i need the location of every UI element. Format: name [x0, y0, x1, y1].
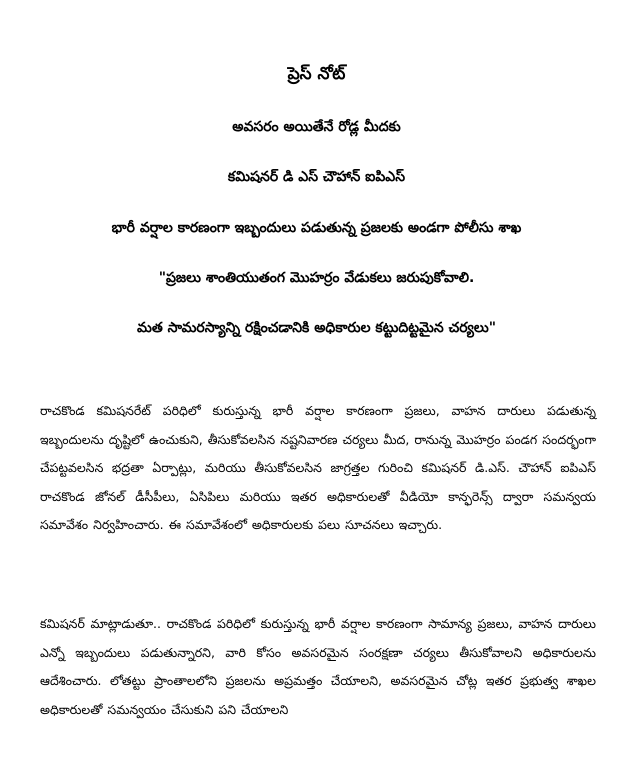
document-title: ప్రెస్ నోట్	[287, 64, 346, 84]
body-paragraph-1: రాచకొండ కమిషనరేట్ పరిధిలో కురుస్తున్న భారీ వర్షాల కారణంగా ప్రజలు, వాహన దారులు పడుతున్న ఇబ్బందులను దృష్టిలో ఉంచుకుని, తీసుకోవలసిన నష్టనివారణ చర్యలు మీద, రానున్న మొహర్రం పండగ సందర్భంగా చేపట్టవలసిన భద్రతా ఏర్పాట్లు, మరియు తీసుకోవలసిన జాగ్రత్తల గురించి కమిషనర్ డి.ఎస్. చౌహాన్ ఐపిఎస్ రాచకొండ జోనల్ డీసీపీలు, ఏసిపిలు మరియు ఇతర అధికారులతో వీడియో కాన్ఫరెన్స్ ద్వారా సమన్వయ సమావేశం నిర్వహించారు. ఈ సమావేశంలో అధికారులకు పలు సూచనలు ఇచ్చారు.	[40, 403, 596, 532]
subheading-muharram: "ప్రజలు శాంతియుతంగ మొహర్రం వేడుకలు జరుపుకోవాలి.	[158, 270, 475, 286]
subheading-police-support: భారీ వర్షాల కారణంగా ఇబ్బందులు పడుతున్న ప్రజలకు అండగా పోలీసు శాఖ	[111, 220, 522, 236]
subheading-harmony: మత సామరస్యాన్ని రక్షించడానికి అధికారుల కట్టుదిట్టమైన చర్యలు"	[137, 320, 496, 336]
subheading-roads: అవసరం అయితేనే రోడ్ల మీదకు	[232, 119, 401, 135]
subheading-commissioner: కమిషనర్ డి ఎస్ చౌహాన్ ఐపిఎస్	[227, 169, 406, 185]
body-paragraph-2: కమిషనర్ మాట్లాడుతూ.. రాచకొండ పరిధిలో కురుస్తున్న భారీ వర్షాల కారణంగా సామాన్య ప్రజలు, వాహన దారులు ఎన్నో ఇబ్బందులు పడుతున్నారని, వారి కోసం అవసరమైన సంరక్షణా చర్యలు తీసుకోవాలని అధికారులను ఆదేశించారు. లోతట్టు ప్రాంతాలలోని ప్రజలను అప్రమత్తం చేయాలని, అవసరమైన చోట్ల ఇతర ప్రభుత్వ శాఖల అధికారులతో సమన్వయం చేసుకుని పని చేయాలని	[40, 616, 596, 717]
